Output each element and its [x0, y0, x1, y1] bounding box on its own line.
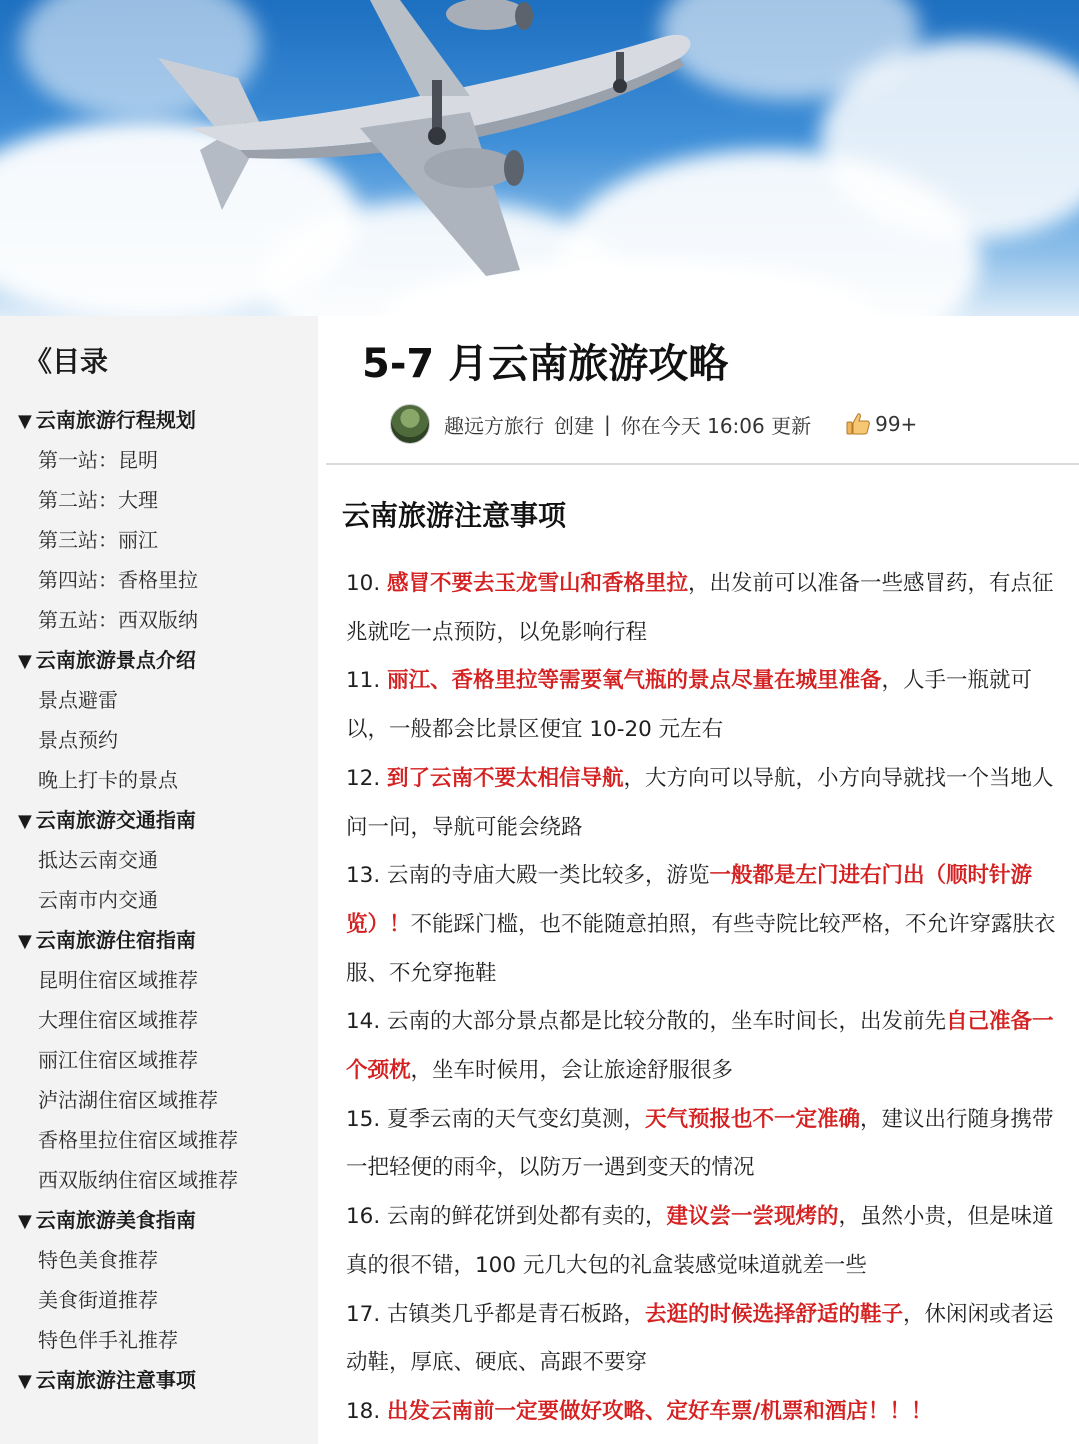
tip-paragraph: [346, 852, 1062, 998]
toc-item[interactable]: 晚上打卡的景点: [38, 768, 178, 792]
highlight-text: 天气预报也不一定准确: [645, 1106, 861, 1132]
caret-down-icon[interactable]: ▼: [18, 651, 32, 672]
tip-text: 15. 夏季云南的天气变幻莫测，: [346, 1106, 646, 1132]
caret-down-icon[interactable]: ▼: [18, 931, 32, 952]
tip-paragraph: [346, 1291, 1062, 1388]
tip-paragraph: [346, 998, 1062, 1095]
toc-item[interactable]: 西双版纳住宿区域推荐: [38, 1168, 238, 1192]
tips-list: [346, 560, 1062, 1437]
tip-text: 17. 古镇类几乎都是青石板路，: [346, 1301, 646, 1327]
toc-section[interactable]: [18, 400, 318, 440]
highlight-text: 自己准备一个颈枕: [346, 1009, 1054, 1084]
airplane-icon: [0, 0, 1079, 316]
tip-text: 10.: [346, 571, 388, 596]
tip-text: ，虽然小贵，但是味道真的很不错，100 元几大包的礼盒装感觉味道就差一些: [346, 1204, 1054, 1278]
toc-item[interactable]: 第三站：丽江: [38, 528, 158, 552]
highlight-text: 到了云南不要太相信导航: [387, 765, 624, 791]
tip-text: ，休闲闲或者运动鞋，厚底、硬底、高跟不要穿: [346, 1301, 1054, 1376]
toc-section[interactable]: [18, 920, 318, 960]
tip-text: ，建议出行随身携带一把轻便的雨伞，以防万一遇到变天的情况: [346, 1106, 1054, 1181]
tip-text: ，大方向可以导航，小方向导就找一个当地人问一问，导航可能会绕路: [346, 765, 1054, 840]
tip-text: 12.: [346, 765, 388, 791]
toc-item[interactable]: 丽江住宿区域推荐: [38, 1048, 198, 1072]
toc-section-label: 云南旅游交通指南: [35, 808, 196, 832]
toc-item[interactable]: 云南市内交通: [38, 888, 158, 912]
like-count: 99+: [875, 412, 918, 436]
toc-item[interactable]: 昆明住宿区域推荐: [38, 968, 198, 992]
like-button[interactable]: [845, 411, 917, 437]
tip-text: 16. 云南的鲜花饼到处都有卖的，: [346, 1204, 667, 1230]
tip-text: 13. 云南的寺庙大殿一类比较多，游览: [346, 863, 710, 889]
toc-item[interactable]: 大理住宿区域推荐: [38, 1008, 198, 1032]
created-label: 创建: [554, 413, 594, 438]
toc-item[interactable]: 第四站：香格里拉: [38, 568, 198, 592]
highlight-text: 感冒不要去玉龙雪山和香格里拉: [387, 571, 689, 596]
tip-text: ，坐车时候用，会让旅途舒服很多: [410, 1058, 734, 1084]
highlight-text: 丽江、香格里拉等需要氧气瓶的景点尽量在城里准备: [387, 668, 882, 694]
caret-down-icon[interactable]: ▼: [18, 1371, 32, 1392]
toc-item[interactable]: 第一站：昆明: [38, 448, 158, 472]
hero-photo: [0, 0, 1079, 316]
article: [318, 316, 1079, 1444]
toc-item[interactable]: 景点避雷: [38, 688, 118, 712]
toc-section[interactable]: [18, 1360, 318, 1400]
toc-item[interactable]: 抵达云南交通: [38, 848, 158, 872]
highlight-text: 一般都是左门进右门出（顺时针游览）！: [346, 863, 1033, 937]
toc-item[interactable]: 泸沽湖住宿区域推荐: [38, 1088, 218, 1112]
tip-text: 11.: [346, 668, 388, 694]
toc-item[interactable]: 特色美食推荐: [38, 1248, 158, 1272]
section-heading: 云南旅游注意事项: [342, 499, 567, 532]
toc-section[interactable]: [18, 1200, 318, 1240]
tip-paragraph: [346, 1388, 1062, 1437]
tip-text: 不能踩门槛，也不能随意拍照，有些寺院比较严格，不允许穿露肤衣服、不允穿拖鞋: [346, 911, 1056, 986]
page-title: 5-7 月云南旅游攻略: [362, 341, 729, 387]
article-meta: [390, 404, 917, 444]
highlight-text: 出发云南前一定要做好攻略、定好车票/机票和酒店！！！: [387, 1398, 933, 1424]
toc-section-label: 云南旅游景点介绍: [35, 648, 196, 672]
tip-paragraph: [346, 1096, 1062, 1193]
tip-paragraph: [346, 755, 1062, 852]
toc-item[interactable]: 第二站：大理: [38, 488, 158, 512]
tip-paragraph: [346, 560, 1062, 657]
divider: [326, 463, 1079, 465]
toc-item[interactable]: 美食街道推荐: [38, 1288, 158, 1312]
toc-section[interactable]: [18, 640, 318, 680]
highlight-text: 建议尝一尝现烤的: [666, 1204, 839, 1230]
tip-paragraph: [346, 1193, 1062, 1290]
caret-down-icon[interactable]: ▼: [18, 411, 32, 432]
toc-section-label: 云南旅游美食指南: [35, 1208, 196, 1232]
thumbs-up-icon: [845, 411, 871, 437]
tip-text: ，出发前可以准备一些感冒药，有点征兆就吃一点预防，以免影响行程: [346, 571, 1054, 645]
toc-item[interactable]: 香格里拉住宿区域推荐: [38, 1128, 238, 1152]
caret-down-icon[interactable]: ▼: [18, 811, 32, 832]
avatar[interactable]: [390, 404, 430, 444]
toc-item[interactable]: 第五站：西双版纳: [38, 608, 198, 632]
toc-section-label: 云南旅游行程规划: [35, 408, 196, 432]
toc-section-label: 云南旅游住宿指南: [35, 928, 196, 952]
tip-text: 14. 云南的大部分景点都是比较分散的，坐车时间长，出发前先: [346, 1009, 947, 1035]
toc-sidebar: [0, 316, 318, 1444]
toc-item[interactable]: 特色伴手礼推荐: [38, 1328, 178, 1352]
updated-time: 你在今天 16:06 更新: [620, 413, 812, 438]
caret-down-icon[interactable]: ▼: [18, 1211, 32, 1232]
highlight-text: 去逛的时候选择舒适的鞋子: [645, 1301, 904, 1327]
meta-separator: |: [604, 412, 611, 436]
tip-text: 18.: [346, 1398, 388, 1424]
toc-section-label: 云南旅游注意事项: [35, 1368, 196, 1392]
author-name[interactable]: 趣远方旅行: [444, 413, 544, 438]
toc-section[interactable]: [18, 800, 318, 840]
tip-text: ，人手一瓶就可以，一般都会比景区便宜 10-20 元左右: [346, 668, 1033, 743]
tip-paragraph: [346, 657, 1062, 754]
toc-list: [0, 400, 318, 1400]
toc-title[interactable]: 《目录: [24, 345, 109, 378]
toc-item[interactable]: 景点预约: [38, 728, 118, 752]
